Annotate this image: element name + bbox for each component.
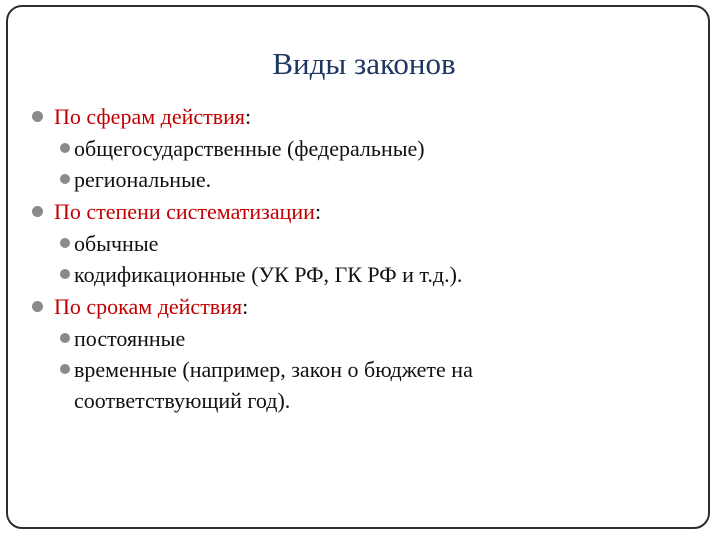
bullet-icon: [60, 238, 70, 248]
bullet-icon: [60, 333, 70, 343]
bullet-icon: [60, 174, 70, 184]
heading-colon: :: [314, 199, 322, 224]
section-heading-systematization: [28, 195, 668, 228]
section-heading-label: По степени систематизации: [54, 199, 315, 224]
list-item-label: кодификационные (УК РФ, ГК РФ и т.д.).: [74, 262, 463, 287]
bullet-icon: [32, 206, 43, 217]
list-item-label: постоянные: [74, 326, 186, 351]
section-heading-label: По срокам действия: [54, 294, 243, 319]
section-heading-label: По сферам действия: [54, 104, 246, 129]
list-item-label: общегосударственные (федеральные): [74, 136, 425, 161]
section-heading-spheres: [28, 100, 668, 133]
list-item: [28, 323, 668, 354]
heading-colon: :: [242, 294, 249, 319]
list-item-label: временные (например, закон о бюджете на соответствующий год).: [74, 357, 473, 413]
bullet-icon: [60, 143, 70, 153]
list-item: [28, 354, 634, 416]
bullet-icon: [32, 301, 43, 312]
bullet-list: [28, 100, 668, 416]
list-item-label: региональные.: [74, 167, 212, 192]
list-item: [28, 228, 668, 259]
bullet-icon: [60, 364, 70, 374]
list-item: [28, 259, 668, 290]
bullet-icon: [32, 111, 43, 122]
bullet-icon: [60, 269, 70, 279]
list-item: [28, 164, 668, 195]
section-heading-terms: [28, 290, 668, 323]
list-item: [28, 133, 668, 164]
slide-title: Виды законов: [272, 46, 456, 81]
list-item-label: обычные: [74, 231, 159, 256]
heading-colon: :: [245, 104, 252, 129]
